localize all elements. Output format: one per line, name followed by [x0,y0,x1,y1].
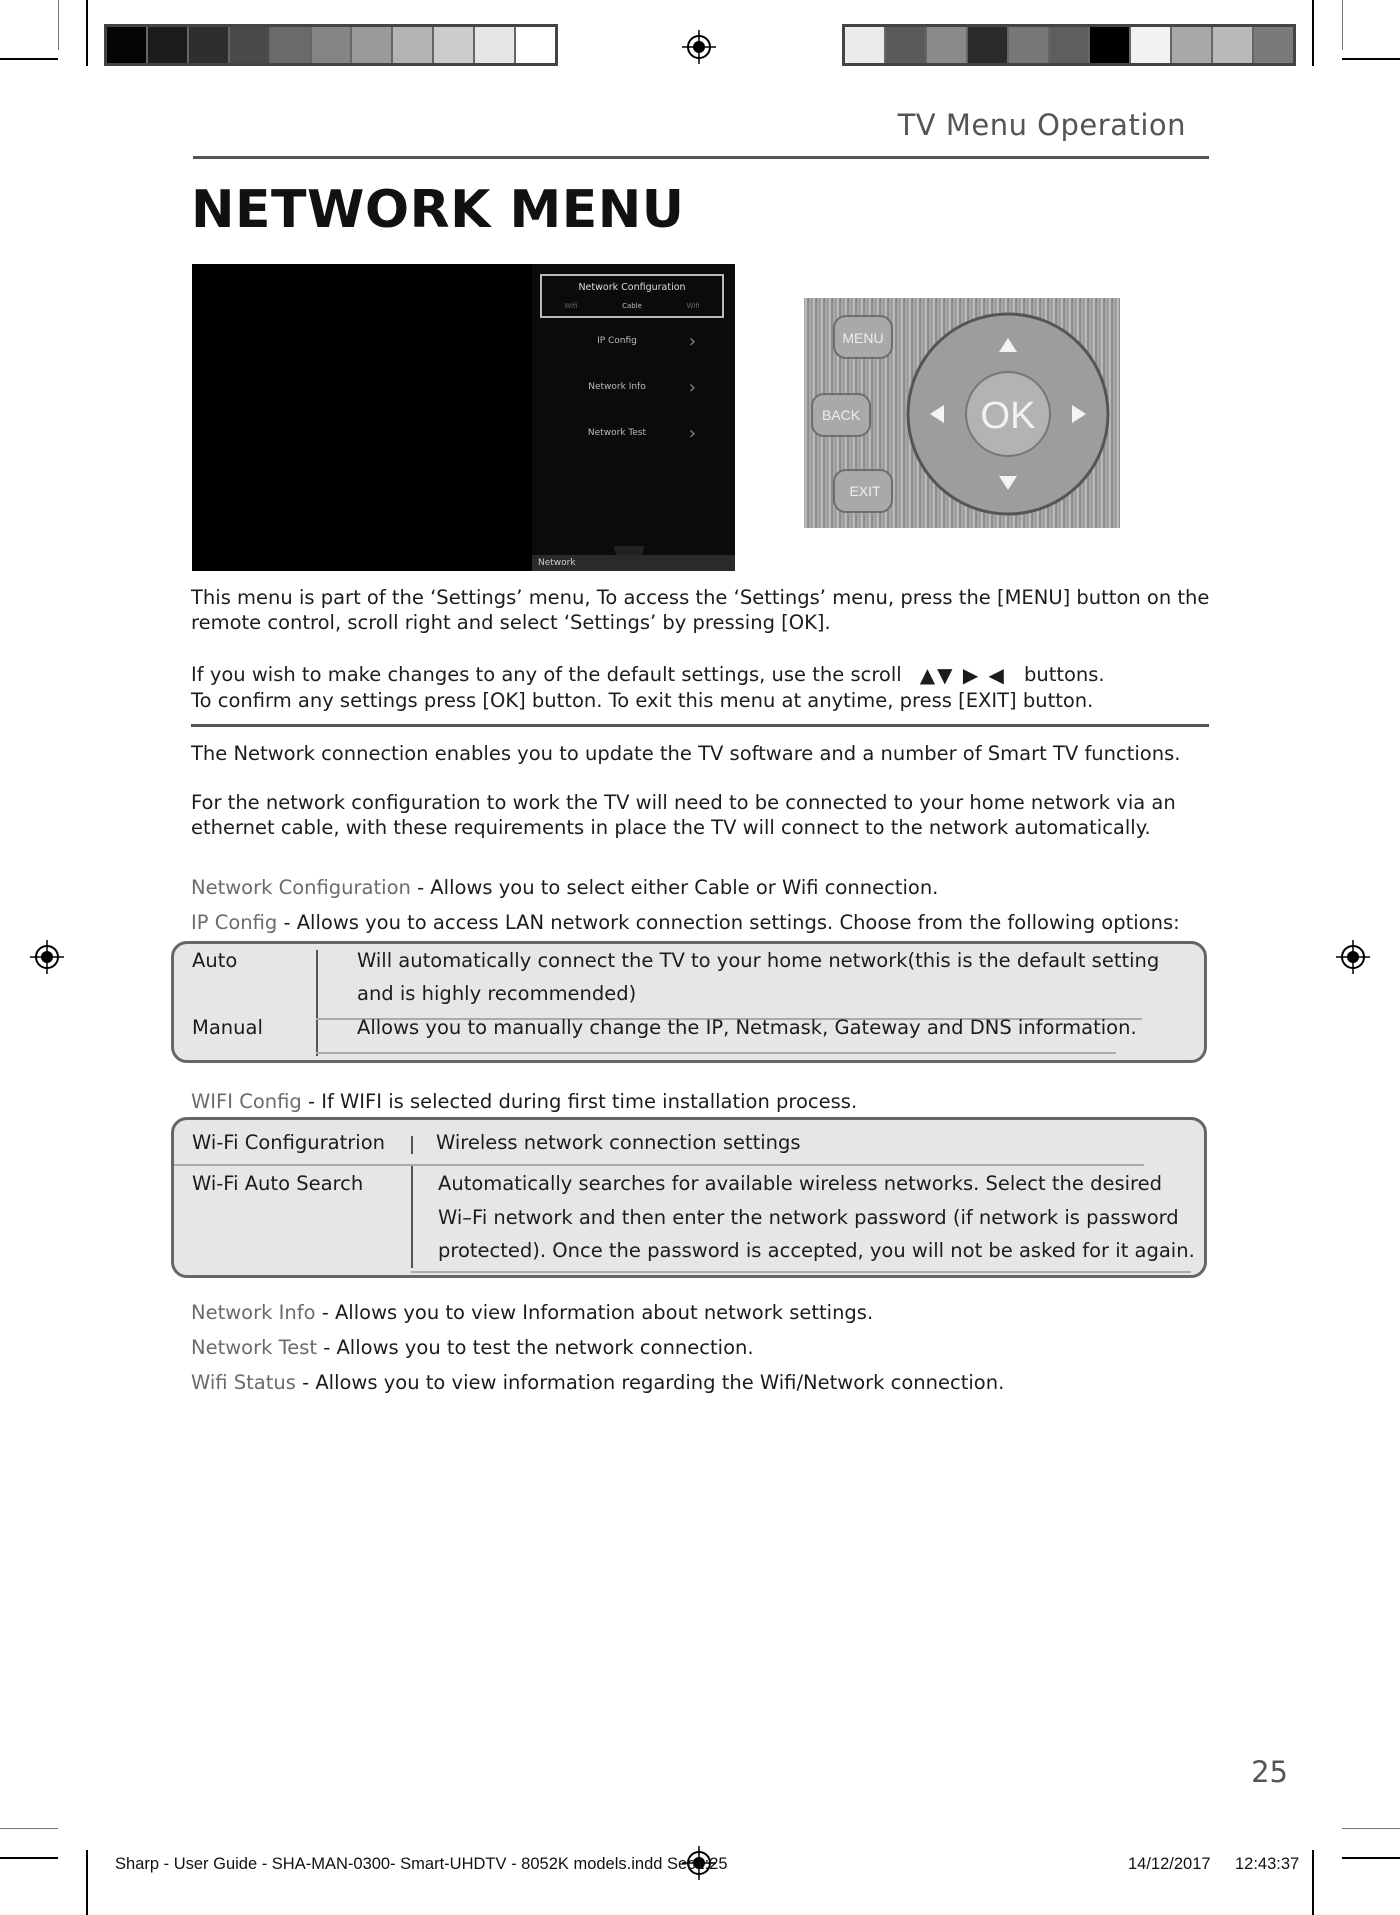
definition-desc: - Allows you to view Information about network settings. [315,1301,874,1324]
footer-file-info: Sharp - User Guide - SHA-MAN-0300- Smart-UHDTV - 8052K models.indd Sec1:25 [115,1855,728,1873]
color-swatch [271,27,312,63]
tv-menu-screenshot [192,264,735,571]
table-option: Wi-Fi Configuratrion [192,1131,385,1154]
definition-term: Network Test [191,1336,318,1359]
color-swatch [845,27,886,63]
color-swatch [886,27,927,63]
color-swatch [230,27,271,63]
definition-desc: - Allows you to view information regarding the Wifi/Network connection. [295,1371,1005,1394]
table-option: Wi-Fi Auto Search [192,1172,364,1195]
back-button-label: BACK [821,407,861,423]
page-number: 25 [1251,1755,1288,1789]
crop-mark [86,1850,88,1915]
crop-mark [1312,0,1314,66]
definition-desc: - Allows you to test the network connection. [317,1336,754,1359]
crop-mark [1342,58,1400,60]
table-description: Automatically searches for available wireless networks. Select the desired [438,1172,1162,1195]
definition-network-info [191,1300,1211,1325]
color-swatch [516,27,555,63]
crop-mark [1342,1828,1400,1829]
chevron-right-icon: › [688,377,696,398]
scroll-arrows-icon: ▲▼ ▶ ◀ [919,663,1006,687]
footer-time: 12:43:37 [1235,1855,1300,1873]
color-swatch [1172,27,1213,63]
tv-option-cable: Cable [622,302,642,310]
tv-menu-item [542,378,722,398]
remote-control-image [804,298,1120,528]
crop-mark [86,0,88,66]
tv-bottom-label: Network [538,558,576,568]
definition-term: IP Config [191,911,278,934]
color-swatch [107,27,148,63]
table-row-divider [316,1052,1116,1054]
definition-network-test [191,1335,1211,1360]
color-swatch [1254,27,1293,63]
color-calibration-bar-right [842,24,1296,66]
menu-button-label: MENU [842,330,884,346]
tv-option-wifi: Wifi [686,302,700,310]
tv-menu-item-label: IP Config [597,336,637,346]
color-swatch [1090,27,1131,63]
definition-term: Network Info [191,1301,316,1324]
definition-desc: - Allows you to select either Cable or Wifi connection. [410,876,939,899]
table-description: Allows you to manually change the IP, Netmask, Gateway and DNS information. [357,1016,1137,1039]
tv-network-configuration-box [540,274,724,318]
tv-menu-item-label: Network Info [588,382,646,392]
crop-mark [58,0,59,50]
crop-mark [0,1828,58,1829]
color-swatch [393,27,434,63]
table-option: Manual [192,1016,263,1039]
ip-config-table [171,941,1207,1063]
tv-menu-item [542,424,722,444]
definition-desc: - Allows you to access LAN network connection settings. Choose from the following options: [277,911,1180,934]
tv-config-options [542,302,722,310]
crop-mark [0,58,58,60]
crop-mark [1312,1850,1314,1915]
registration-mark-icon [30,940,64,974]
table-row-divider [174,1164,1144,1166]
color-swatch [1009,27,1050,63]
tv-bottom-bar [532,555,735,571]
scroll-instruction-suffix: buttons. [1023,663,1105,686]
tv-menu-item [542,332,722,352]
intro-paragraph: This menu is part of the ‘Settings’ menu, To access the ‘Settings’ menu, press the [MENU] button on the remote control, scroll right and select ‘Settings’ by pressing [OK]. [191,586,1210,634]
color-swatch [475,27,516,63]
tv-option-wifi: Wifi [564,302,578,310]
body-paragraph: For the network configuration to work the TV will need to be connected to your home network via an ethernet cable, with these requirements in place the TV will connect to the network automatically. [191,791,1176,839]
definition-network-configuration [191,875,1211,900]
definition-wifi-config [191,1089,1211,1114]
color-swatch [434,27,475,63]
header-divider [193,156,1209,159]
scroll-instruction [191,662,1211,688]
table-divider [411,1164,413,1268]
registration-mark-icon [1336,940,1370,974]
footer-date: 14/12/2017 [1128,1855,1211,1873]
color-swatch [927,27,968,63]
color-swatch [968,27,1009,63]
tv-menu-item-label: Network Test [587,428,647,438]
color-calibration-bar-left [104,24,558,66]
table-description: Will automatically connect the TV to your home network(this is the default setting [357,949,1160,972]
ok-button-label: OK [980,395,1036,437]
body-paragraph: The Network connection enables you to update the TV software and a number of Smart TV functions. [191,742,1181,765]
color-swatch [1050,27,1091,63]
table-description: and is highly recommended) [357,982,637,1005]
section-divider [191,724,1209,727]
color-swatch [312,27,353,63]
table-divider [316,950,318,1056]
color-swatch [352,27,393,63]
definition-term: Network Configuration [191,876,411,899]
table-description: Wi–Fi network and then enter the network password (if network is password [438,1206,1179,1229]
page-title: NETWORK MENU [191,180,685,240]
chevron-right-icon: › [688,423,696,444]
color-swatch [189,27,230,63]
crop-mark [1342,1857,1400,1859]
exit-button-label: EXIT [849,483,881,499]
definition-term: Wifi Status [191,1371,296,1394]
table-description: protected). Once the password is accepted, you will not be asked for it again. [438,1239,1195,1262]
tv-config-title: Network Configuration [578,282,686,293]
crop-mark [0,1857,58,1859]
confirm-instruction: To confirm any settings press [OK] button. To exit this menu at anytime, press [EXIT] button. [191,689,1094,712]
table-option: Auto [192,949,238,972]
definition-desc: - If WIFI is selected during first time installation process. [301,1090,858,1113]
color-swatch [148,27,189,63]
definition-term: WIFI Config [191,1090,302,1113]
section-header: TV Menu Operation [897,108,1186,142]
definition-ip-config [191,910,1211,935]
definition-wifi-status [191,1370,1211,1395]
chevron-right-icon: › [688,331,696,352]
crop-mark [1342,0,1343,50]
color-swatch [1131,27,1172,63]
table-description: Wireless network connection settings [436,1131,801,1154]
table-divider [411,1136,413,1154]
color-swatch [1213,27,1254,63]
scroll-instruction-text: If you wish to make changes to any of the default settings, use the scroll [191,663,902,686]
table-row-divider [411,1271,1191,1273]
wifi-config-table [171,1117,1207,1278]
registration-mark-icon [682,30,716,64]
